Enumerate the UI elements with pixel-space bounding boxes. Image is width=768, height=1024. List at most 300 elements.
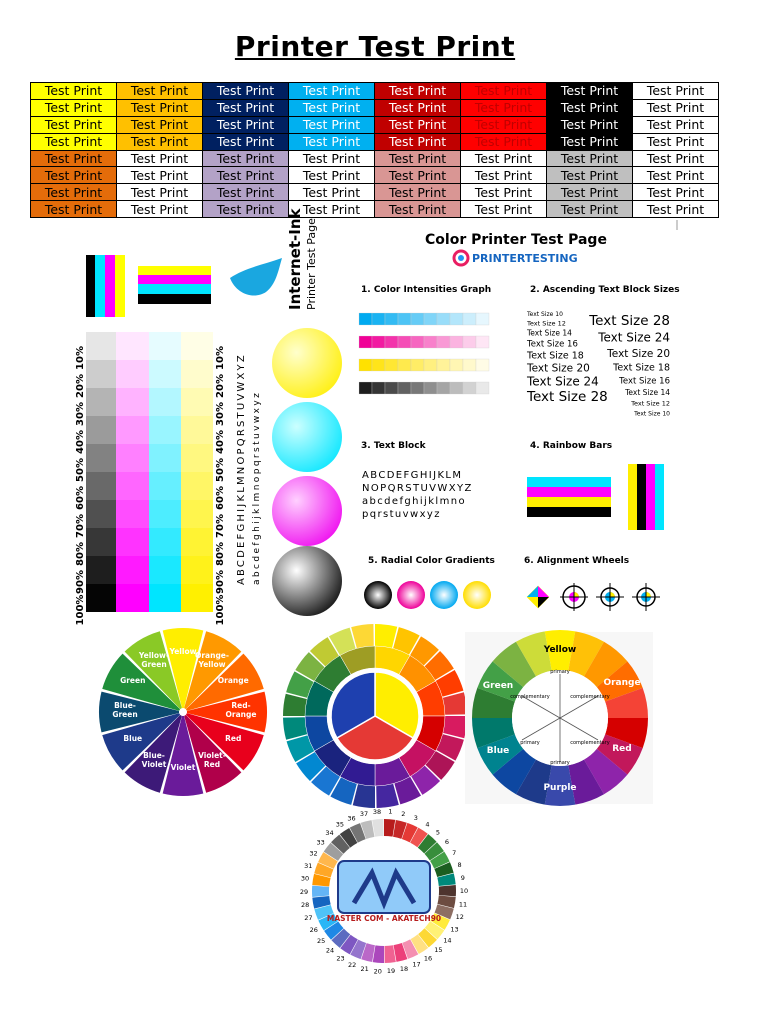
gradient-swatch — [181, 472, 213, 500]
wheel1-label: Yellow — [169, 647, 197, 656]
wheel2-outer-segment — [283, 694, 307, 716]
yellow-bar — [115, 255, 125, 317]
test-print-cell: Test Print — [117, 133, 203, 150]
gradient-swatch — [86, 472, 116, 500]
rainbow-magenta-bar — [527, 487, 611, 497]
percent-label-left: 50% — [75, 458, 86, 482]
text-size-left: Text Size 10 — [527, 311, 563, 318]
percent-label-left: 90% — [75, 570, 86, 594]
wheel3-label: Orange — [603, 678, 641, 688]
gradient-swatch — [86, 332, 116, 360]
internet-ink-brand: Internet-Ink — [286, 208, 304, 310]
cyan-hbar — [138, 284, 211, 294]
gradient-swatch — [181, 388, 213, 416]
cyan-sphere — [272, 402, 342, 472]
intensity-swatch — [463, 382, 476, 394]
wheel4-number: 27 — [304, 913, 313, 922]
wheel4-number: 29 — [299, 887, 309, 896]
test-print-cell: Test Print — [31, 133, 117, 150]
black-sphere — [272, 546, 342, 616]
intensity-swatch — [476, 336, 489, 348]
ctp-section2: 2. Ascending Text Block Sizes — [530, 285, 680, 295]
wheel4-number: 12 — [455, 913, 464, 922]
intensity-swatch — [424, 313, 437, 325]
wheel4-logo-text: MASTER COM - AKATECH90 — [326, 914, 442, 923]
percent-label-right: 60% — [215, 486, 226, 510]
test-print-cell: Test Print — [633, 116, 719, 133]
gradient-swatch — [86, 584, 116, 612]
percent-label-right: 80% — [215, 542, 226, 566]
wheel4-number: 9 — [460, 873, 465, 882]
wheel3-inner-label: complementary — [570, 694, 610, 700]
test-print-cell: Test Print — [461, 83, 547, 100]
intensity-swatch — [359, 336, 372, 348]
intensity-swatch — [385, 382, 398, 394]
gradient-swatch — [149, 332, 181, 360]
intensity-swatch — [372, 336, 385, 348]
ctp-section4: 4. Rainbow Bars — [530, 441, 613, 451]
text-size-left: Text Size 28 — [527, 389, 608, 405]
intensity-swatch — [372, 313, 385, 325]
wheel4-number: 38 — [372, 807, 382, 816]
test-print-cell: Test Print — [547, 201, 633, 218]
upper-alphabet: ABCDEFGHIJKLMNOPQRSTUVWXYZ — [236, 353, 247, 585]
text-size-right: Text Size 16 — [619, 376, 670, 387]
intensity-swatch — [476, 382, 489, 394]
rainbow-v-yellow — [628, 464, 637, 530]
wheel1-label: Blue-Violet — [141, 751, 167, 770]
intensity-swatch — [411, 382, 424, 394]
gradient-swatch — [86, 444, 116, 472]
wheel4-number: 19 — [386, 967, 396, 976]
wheel3-label: Green — [482, 681, 514, 691]
gradient-swatch — [181, 584, 213, 612]
percent-label-left: 30% — [75, 402, 86, 426]
wheel2-outer-segment — [443, 692, 467, 715]
test-print-cell: Test Print — [633, 167, 719, 184]
gradient-swatch — [149, 444, 181, 472]
intensity-swatch — [372, 359, 385, 371]
test-print-cell: Test Print — [117, 201, 203, 218]
test-print-cell: Test Print — [461, 150, 547, 167]
intensity-swatch — [424, 359, 437, 371]
text-size-right: Text Size 14 — [625, 388, 670, 397]
percent-label-left: 60% — [75, 486, 86, 510]
gradient-swatch — [116, 528, 149, 556]
gradient-swatch — [86, 500, 116, 528]
wheel1-label: Orange — [217, 676, 249, 685]
test-print-cell: Test Print — [461, 133, 547, 150]
test-print-cell: Test Print — [375, 184, 461, 201]
gradient-swatch — [181, 444, 213, 472]
wheel2-outer-segment — [443, 716, 467, 738]
wheel4-number: 37 — [359, 810, 369, 819]
wheel4-number: 1 — [388, 807, 393, 816]
color-printer-test-page — [359, 232, 680, 611]
wheel4-number: 11 — [458, 900, 468, 909]
intensity-swatch — [359, 359, 372, 371]
percent-label-left: 40% — [75, 430, 86, 454]
wheel3-label: Yellow — [543, 645, 577, 655]
wheel3-label: Purple — [543, 783, 577, 793]
wheel3-label: Red — [612, 744, 632, 754]
test-print-cell: Test Print — [289, 201, 375, 218]
test-print-cell: Test Print — [633, 133, 719, 150]
ink-drop-icon — [230, 258, 282, 296]
wheel3-inner-label: primary — [520, 740, 540, 746]
gradient-swatch — [149, 584, 181, 612]
test-print-cell: Test Print — [461, 116, 547, 133]
gradient-swatch — [116, 416, 149, 444]
test-print-cell: Test Print — [461, 99, 547, 116]
wheel4-number: 17 — [412, 960, 421, 969]
color-wheel-numbered — [300, 808, 468, 976]
radial-cyan — [430, 581, 458, 609]
radial-black — [364, 581, 392, 609]
wheel4-number: 36 — [347, 814, 356, 823]
gradient-swatch — [116, 444, 149, 472]
wheel2-outer-segment — [376, 784, 399, 808]
rainbow-v-cyan — [655, 464, 664, 530]
intensity-swatch — [359, 382, 372, 394]
wheel2-outer-segment — [375, 624, 397, 648]
ctp-brand: PRINTERTESTING — [472, 252, 578, 265]
magenta-bar — [105, 255, 115, 317]
gradient-swatch — [116, 332, 149, 360]
intensity-swatch — [437, 313, 450, 325]
wheel1-label: Red — [225, 734, 242, 743]
gradient-swatch — [86, 416, 116, 444]
ctp-section3: 3. Text Block — [361, 441, 426, 451]
test-print-cell: Test Print — [547, 167, 633, 184]
wheel4-number: 4 — [425, 820, 430, 829]
intensity-swatch — [359, 313, 372, 325]
test-print-cell: Test Print — [31, 99, 117, 116]
test-print-cell: Test Print — [633, 201, 719, 218]
test-print-cell: Test Print — [461, 167, 547, 184]
lower-alphabet: abcdefghijklmnopqrstuvwxyz — [252, 390, 262, 585]
wheel3-inner-label: complementary — [510, 694, 550, 700]
wheel1-label: Violet-Red — [198, 751, 226, 770]
alignment-wheel-icon — [596, 583, 624, 611]
percent-label-right: 10% — [215, 346, 226, 370]
ctp-section6: 6. Alignment Wheels — [524, 556, 630, 566]
test-print-cell: Test Print — [203, 83, 289, 100]
black-hbar — [138, 294, 211, 304]
color-wheel-12 — [99, 628, 267, 796]
text-block-line3: abcdefghijklmno — [362, 496, 467, 507]
ctp-title: Color Printer Test Page — [425, 232, 607, 248]
percent-label-right: 20% — [215, 374, 226, 398]
test-print-cell: Test Print — [203, 116, 289, 133]
test-print-cell: Test Print — [203, 201, 289, 218]
wheel4-number: 34 — [325, 828, 334, 837]
intensity-swatch — [463, 359, 476, 371]
text-size-left: Text Size 16 — [527, 339, 578, 350]
magenta-hbar — [138, 275, 211, 284]
alignment-wheel-icon — [632, 583, 660, 611]
yellow-hbar — [138, 266, 211, 275]
cyan-bar — [95, 255, 105, 317]
intensity-swatch — [450, 359, 463, 371]
test-print-cell: Test Print — [31, 167, 117, 184]
percent-label-right: 30% — [215, 402, 226, 426]
gradient-swatch — [116, 584, 149, 612]
intensity-swatch — [476, 313, 489, 325]
intensity-swatch — [437, 359, 450, 371]
test-print-cell: Test Print — [547, 99, 633, 116]
test-print-cell: Test Print — [117, 99, 203, 116]
gradient-swatch — [149, 556, 181, 584]
wheel4-number: 21 — [360, 965, 369, 974]
gradient-swatch — [116, 388, 149, 416]
wheel2-outer-segment — [283, 717, 307, 740]
wheel4-number: 14 — [443, 936, 452, 945]
wheel4-number: 28 — [301, 901, 310, 910]
wheel4-number: 5 — [435, 828, 440, 837]
percent-label-left: 80% — [75, 542, 86, 566]
test-print-cell: Test Print — [633, 83, 719, 100]
wheel4-number: 8 — [457, 861, 462, 870]
wheel2-outer-segment — [351, 624, 374, 648]
color-wheel-primary — [472, 630, 648, 806]
test-print-cell: Test Print — [31, 201, 117, 218]
page-title: Printer Test Print — [234, 30, 516, 63]
intensity-swatch — [411, 313, 424, 325]
yellow-sphere — [272, 328, 342, 398]
intensity-swatch — [437, 382, 450, 394]
intensity-swatch — [398, 336, 411, 348]
test-print-cell: Test Print — [547, 133, 633, 150]
text-size-left: Text Size 20 — [527, 362, 590, 375]
gradient-swatch — [116, 500, 149, 528]
test-print-cell: Test Print — [375, 116, 461, 133]
test-print-cell: Test Print — [289, 167, 375, 184]
radial-magenta — [397, 581, 425, 609]
test-print-cell: Test Print — [289, 150, 375, 167]
text-size-right: Text Size 28 — [589, 313, 670, 329]
wheel4-number: 25 — [316, 936, 326, 945]
wheel4-number: 15 — [434, 946, 443, 955]
gradient-swatch — [181, 360, 213, 388]
wheel4-number: 10 — [459, 887, 469, 896]
intensity-swatch — [450, 382, 463, 394]
test-print-cell: Test Print — [375, 133, 461, 150]
test-print-cell: Test Print — [117, 167, 203, 184]
test-print-cell: Test Print — [375, 201, 461, 218]
wheel4-number: 6 — [444, 838, 449, 847]
percent-label-left: 100% — [75, 594, 86, 626]
gradient-swatch — [149, 416, 181, 444]
percent-label-right: 70% — [215, 514, 226, 538]
test-print-cell: Test Print — [547, 116, 633, 133]
test-print-cell: Test Print — [375, 83, 461, 100]
intensity-swatch — [398, 359, 411, 371]
gradient-swatch — [181, 500, 213, 528]
rainbow-v-magenta — [646, 464, 655, 530]
wheel4-number: 26 — [309, 925, 318, 934]
percent-label-right: 100% — [215, 594, 226, 626]
intensity-swatch — [463, 336, 476, 348]
gradient-swatch — [149, 528, 181, 556]
gradient-swatch — [181, 416, 213, 444]
gradient-swatch — [86, 528, 116, 556]
wheel4-number: 7 — [452, 849, 457, 858]
rainbow-v-black — [637, 464, 646, 530]
test-print-cell: Test Print — [31, 83, 117, 100]
gradient-swatch — [86, 388, 116, 416]
wheel4-number: 30 — [300, 874, 310, 883]
gradient-swatch — [116, 472, 149, 500]
percent-label-left: 20% — [75, 374, 86, 398]
wheel3-inner-label: primary — [550, 760, 570, 766]
wheel1-label: Red-Orange — [225, 701, 257, 719]
intensity-swatch — [385, 336, 398, 348]
wheel4-number: 22 — [348, 960, 357, 969]
wheel1-label: Green — [120, 676, 146, 685]
text-size-right: Text Size 18 — [613, 362, 670, 374]
wheel1-label: Blue-Green — [112, 701, 138, 719]
rainbow-yellow-bar — [527, 497, 611, 507]
gradient-swatch — [116, 360, 149, 388]
intensity-swatch — [476, 359, 489, 371]
wheel4-number: 20 — [373, 967, 382, 976]
gradient-swatch — [86, 360, 116, 388]
intensity-swatch — [424, 336, 437, 348]
test-print-cell: Test Print — [633, 150, 719, 167]
color-wheel-rings — [283, 624, 467, 808]
intensity-swatch — [385, 313, 398, 325]
wheel4-swatch — [439, 885, 456, 896]
rainbow-cyan-bar — [527, 477, 611, 487]
wheel3-inner-label: complementary — [570, 740, 610, 746]
percent-label-right: 50% — [215, 458, 226, 482]
text-size-left: Text Size 14 — [527, 328, 572, 338]
test-print-cell: Test Print — [117, 116, 203, 133]
wheel4-number: 18 — [399, 964, 409, 973]
wheel4-number: 13 — [450, 925, 459, 934]
test-print-cell: Test Print — [289, 116, 375, 133]
test-print-cell: Test Print — [203, 184, 289, 201]
gradient-swatch — [116, 556, 149, 584]
intensity-swatch — [398, 313, 411, 325]
percent-label-left: 70% — [75, 514, 86, 538]
intensity-swatch — [372, 382, 385, 394]
internet-ink-subtitle: Printer Test Page — [305, 218, 318, 310]
intensity-swatch — [437, 336, 450, 348]
test-print-cell: Test Print — [289, 83, 375, 100]
wheel3-label: Blue — [486, 746, 510, 756]
gradient-swatch — [149, 472, 181, 500]
intensity-swatch — [450, 313, 463, 325]
wheel4-number: 16 — [423, 954, 433, 963]
test-print-cell: Test Print — [547, 184, 633, 201]
test-print-cell: Test Print — [117, 150, 203, 167]
intensity-swatch — [398, 382, 411, 394]
text-size-left: Text Size 18 — [527, 350, 584, 362]
test-print-cell: Test Print — [31, 116, 117, 133]
text-size-right: Text Size 24 — [598, 330, 670, 345]
test-print-cell: Test Print — [633, 99, 719, 116]
test-print-cell: Test Print — [203, 99, 289, 116]
test-print-cell: Test Print — [117, 184, 203, 201]
test-print-cell: Test Print — [375, 167, 461, 184]
text-block-line1: ABCDEFGHIJKLM — [362, 470, 463, 481]
test-print-cell: Test Print — [31, 184, 117, 201]
ctp-section5: 5. Radial Color Gradients — [368, 556, 495, 566]
test-print-cell: Test Print — [547, 83, 633, 100]
wheel3-inner-label: primary — [550, 669, 570, 675]
text-size-left: Text Size 24 — [527, 374, 599, 389]
gradient-swatch — [181, 556, 213, 584]
gradient-swatch — [86, 556, 116, 584]
intensity-swatch — [411, 359, 424, 371]
wheel1-label: Yellow-Green — [138, 650, 170, 669]
test-print-cell: Test Print — [203, 150, 289, 167]
wheel4-number: 35 — [335, 820, 345, 829]
text-size-left: Text Size 12 — [527, 319, 566, 328]
test-print-cell: Test Print — [117, 83, 203, 100]
text-size-right: Text Size 12 — [631, 399, 670, 408]
alignment-wheel-icon — [527, 586, 550, 609]
test-print-cell: Test Print — [461, 184, 547, 201]
test-print-cell: Test Print — [203, 167, 289, 184]
test-print-cell: Test Print — [31, 150, 117, 167]
wheel1-label: Blue — [123, 734, 143, 743]
alignment-wheel-icon — [560, 583, 588, 611]
wheel4-number: 32 — [309, 849, 318, 858]
intensity-swatch — [463, 313, 476, 325]
ctp-section1: 1. Color Intensities Graph — [361, 285, 492, 295]
test-print-cell: Test Print — [289, 184, 375, 201]
test-print-cell: Test Print — [289, 133, 375, 150]
gradient-swatch — [181, 528, 213, 556]
black-bar — [86, 255, 95, 317]
percent-label-left: 10% — [75, 346, 86, 370]
percent-label-right: 90% — [215, 570, 226, 594]
intensity-swatch — [385, 359, 398, 371]
gradient-swatch — [149, 388, 181, 416]
gradient-swatch — [149, 500, 181, 528]
text-size-right: Text Size 10 — [634, 410, 670, 418]
wheel1-label: Violet — [170, 763, 196, 772]
wheel4-number: 33 — [316, 838, 325, 847]
wheel4-number: 3 — [413, 814, 418, 823]
gradient-swatch — [181, 332, 213, 360]
intensity-swatch — [450, 336, 463, 348]
radial-yellow — [463, 581, 491, 609]
test-print-cell: Test Print — [289, 99, 375, 116]
intensity-swatch — [411, 336, 424, 348]
text-size-right: Text Size 20 — [607, 347, 670, 360]
gradient-swatch — [149, 360, 181, 388]
wheel1-label: Orange-Yellow — [194, 650, 230, 669]
test-print-cell: Test Print — [547, 150, 633, 167]
magenta-sphere — [272, 476, 342, 546]
wheel2-outer-segment — [353, 784, 375, 808]
percent-label-right: 40% — [215, 430, 226, 454]
text-block-line4: pqrstuvwxyz — [362, 509, 441, 520]
rainbow-black-bar — [527, 507, 611, 517]
test-print-cell: Test Print — [375, 99, 461, 116]
test-print-cell: Test Print — [633, 184, 719, 201]
wheel4-swatch — [312, 886, 329, 897]
text-block-line2: NOPQRSTUVWXYZ — [362, 483, 473, 494]
wheel4-number: 31 — [304, 861, 313, 870]
wheel4-number: 2 — [401, 809, 406, 818]
wheel4-number: 23 — [336, 954, 345, 963]
test-print-cell: Test Print — [461, 201, 547, 218]
